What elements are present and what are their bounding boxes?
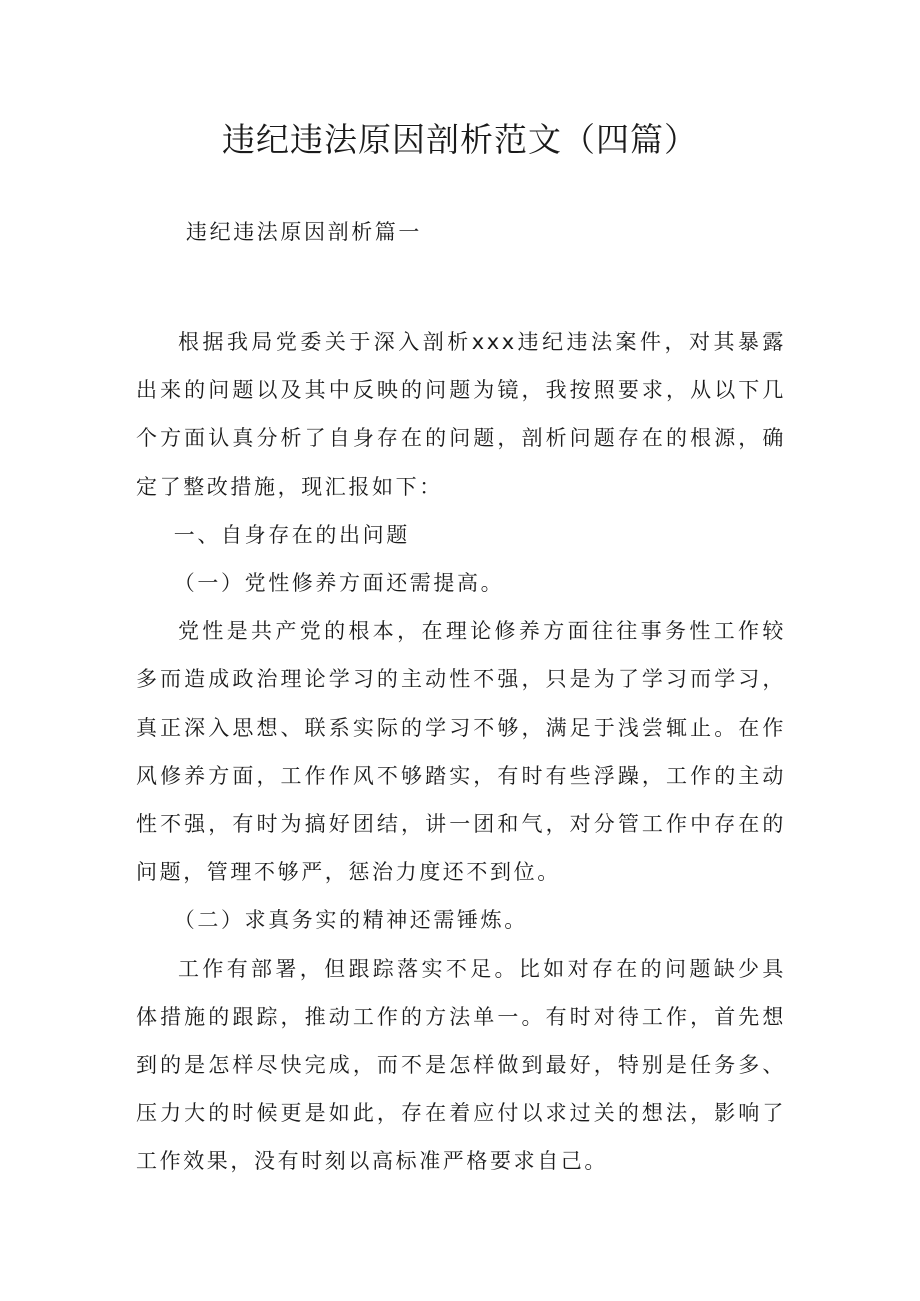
body-paragraph-1: 党性是共产党的根本，在理论修养方面往往事务性工作较多而造成政治理论学习的主动性不强，只是为了学习而学习，真正深入思想、联系实际的学习不够，满足于浅尝辄止。在作风修养方面，工作作风不够踏实，有时有些浮躁，工作的主动性不强，有时为搞好团结，讲一团和气，对分管工作中存在的问题，管理不够严，惩治力度还不到位。 xyxy=(136,619,786,885)
subheading-2: （二）求真务实的精神还需锤炼。 xyxy=(173,908,528,933)
subheading-1: （一）党性修养方面还需提高。 xyxy=(173,571,505,596)
item-heading-1: 一、自身存在的出问题 xyxy=(173,522,410,547)
intro-paragraph: 根据我局党委关于深入剖析xxx违纪违法案件，对其暴露出来的问题以及其中反映的问题为镜，我按照要求，从以下几个方面认真分析了自身存在的问题，剖析问题存在的根源，确定了整改措施，现汇报如下： xyxy=(136,330,786,499)
document-title: 违纪违法原因剖析范文（四篇） xyxy=(222,120,698,159)
document-body xyxy=(136,318,786,1186)
body-paragraph-2: 工作有部署，但跟踪落实不足。比如对存在的问题缺少具体措施的跟踪，推动工作的方法单一。有时对待工作，首先想到的是怎样尽快完成，而不是怎样做到最好，特别是任务多、压力大的时候更是如此，存在着应付以求过关的想法，影响了工作效果，没有时刻以高标准严格要求自己。 xyxy=(136,956,786,1174)
section-heading: 违纪违法原因剖析篇一 xyxy=(186,220,422,244)
